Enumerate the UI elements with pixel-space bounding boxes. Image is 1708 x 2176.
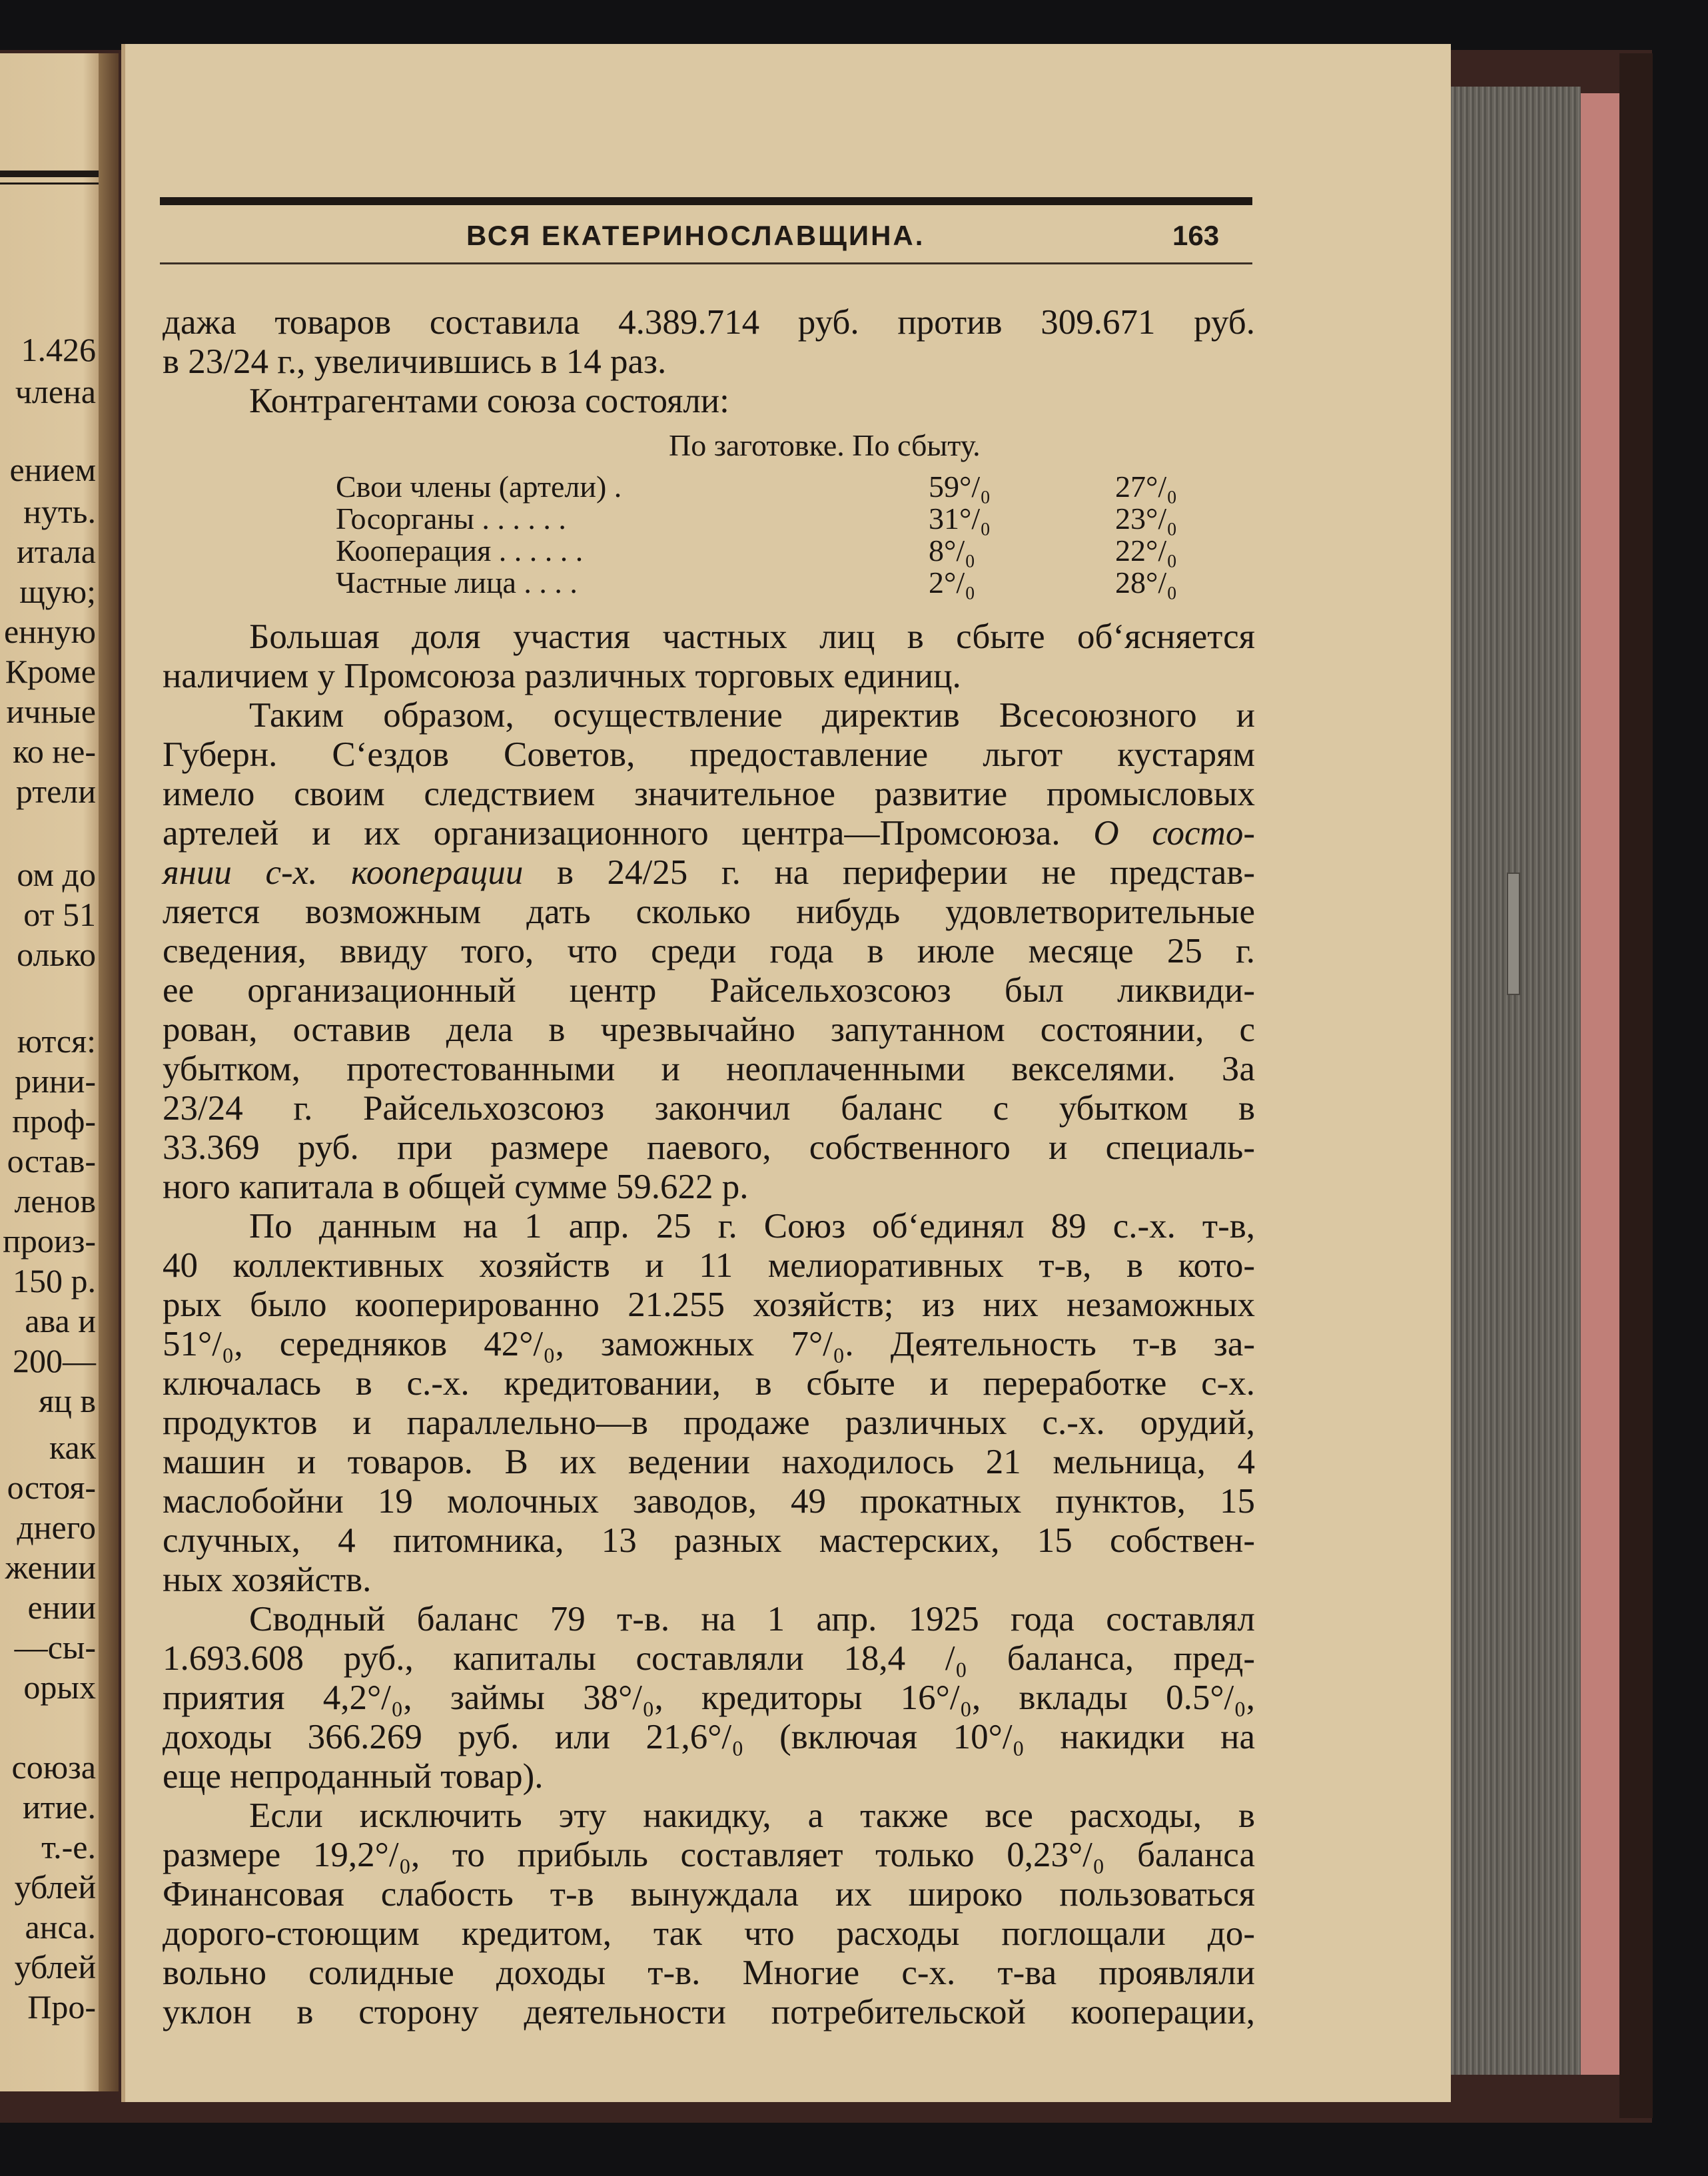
left-page-fragment-line: анса. <box>25 1908 96 1946</box>
text-line: ного капитала в общей сумме 59.622 р. <box>163 1168 749 1206</box>
left-page-fragment-line: Кроме <box>5 653 96 690</box>
left-page-fragment-line: от 51 <box>23 896 96 933</box>
left-page-fragment-line: проф- <box>12 1102 96 1140</box>
left-page-fragment-line: орых <box>23 1668 96 1706</box>
left-page-fragment-line: жении <box>5 1549 96 1586</box>
text-line: продуктов и параллельно—в продаже различных с.-х. орудий, <box>163 1403 1255 1442</box>
table-row <box>336 565 1202 597</box>
table-row <box>336 469 1202 504</box>
left-page-fragment-line: как <box>49 1429 96 1466</box>
left-page-fragment-line: ются: <box>17 1022 96 1060</box>
left-page-fragment-line: ко не- <box>13 733 96 770</box>
text-line: дорого-стоющим кредитом, так что расходы поглощали до- <box>163 1914 1255 1953</box>
text-line: приятия 4,2°/₀, займы 38°/₀, кредиторы 16°/₀, вклады 0.5°/₀, <box>163 1678 1255 1717</box>
left-page-fragment-line: произ- <box>3 1222 96 1260</box>
left-page-fragment-line: ублей <box>14 1948 96 1986</box>
book-cover-edge <box>1619 53 1653 2118</box>
text-line: еще непроданный товар). <box>163 1757 544 1796</box>
table-row <box>336 533 1202 565</box>
left-page-header-rule-thin <box>0 182 100 184</box>
text-line: 23/24 г. Райсельхозсоюз закончил баланс с убытком в <box>163 1089 1255 1128</box>
left-page-fragment-line: 200— <box>13 1342 96 1379</box>
row-label: Частные лица . . . . <box>336 565 578 599</box>
left-page-fragment-line: ичные <box>6 693 96 730</box>
row-label: Свои члены (артели) . <box>336 470 622 504</box>
text-line: Таким образом, осуществление директив Всесоюзного и <box>249 696 1255 735</box>
left-page-fragment-line: итала <box>17 533 96 570</box>
cell-zagotovka: 8°/₀ <box>929 534 976 567</box>
left-page-fragment-line: рини- <box>15 1062 96 1100</box>
book-edge-colored <box>1581 93 1619 2075</box>
text-line: ее организационный центр Райсельхозсоюз был ликвиди- <box>163 971 1255 1010</box>
left-page-fragment-line: остоя- <box>7 1469 96 1506</box>
text-line: в 23/24 г., увеличившись в 14 раз. <box>163 342 667 381</box>
left-page-fragment-line: ртели <box>15 773 96 810</box>
text-line: 33.369 руб. при размере паевого, собственного и специаль- <box>163 1128 1255 1167</box>
row-label: Госорганы . . . . . . <box>336 502 566 536</box>
text-line: 51°/₀, середняков 42°/₀, заможных 7°/₀. Деятельность т-в за- <box>163 1325 1255 1363</box>
left-page-fragment-line: ублей <box>14 1868 96 1906</box>
cell-sbyt: 22°/₀ <box>1115 534 1178 567</box>
text-line: уклон в сторону деятельности потребительской кооперации, <box>163 1993 1255 2031</box>
left-page-fragment-line: яц в <box>39 1382 96 1419</box>
page-number: 163 <box>1172 220 1220 251</box>
left-page-fragment-line: ением <box>9 451 96 488</box>
text-line: ляется возможным дать сколько нибудь удовлетворительные <box>163 893 1255 931</box>
header-rule-thin <box>160 262 1252 264</box>
text-line: дажа товаров составила 4.389.714 руб. против 309.671 руб. <box>163 303 1255 342</box>
text-line: Если исключить эту накидку, а также все расходы, в <box>249 1796 1255 1835</box>
page-edges <box>1451 87 1581 2075</box>
bookmark-clip <box>1507 873 1520 995</box>
left-page-fragment <box>0 53 119 2091</box>
text-line: наличием у Промсоюза различных торговых единиц. <box>163 657 961 695</box>
text-line: маслобойни 19 молочных заводов, 49 прокатных пунктов, 15 <box>163 1482 1255 1521</box>
table-row <box>336 501 1202 536</box>
text-line: ных хозяйств. <box>163 1561 372 1599</box>
left-page-fragment-line: олько <box>17 936 96 973</box>
cell-sbyt: 27°/₀ <box>1115 470 1178 504</box>
text-line: рых было кооперированно 21.255 хозяйств; из них незаможных <box>163 1285 1255 1324</box>
cell-sbyt: 28°/₀ <box>1115 565 1178 599</box>
text-line: По данным на 1 апр. 25 г. Союз об‘единял 89 с.-х. т-в, <box>249 1207 1255 1246</box>
text-line: ключалась в с.-х. кредитовании, в сбыте и переработке с-х. <box>163 1364 1255 1403</box>
text-line: Сводный баланс 79 т-в. на 1 апр. 1925 года составлял <box>249 1600 1255 1638</box>
text-line: янии с-х. кооперации в 24/25 г. на периферии не представ- <box>163 853 1255 892</box>
row-label: Кооперация . . . . . . <box>336 534 584 567</box>
paragraph-1 <box>163 303 1255 421</box>
text-line: 1.693.608 руб., капиталы составляли 18,4 /₀ баланса, пред- <box>163 1639 1255 1678</box>
body-text <box>163 617 1255 2032</box>
text-line: Большая доля участия частных лиц в сбыте об‘ясняется <box>249 617 1255 656</box>
left-page-fragment-line: —сы- <box>14 1629 96 1666</box>
left-page-gutter <box>99 53 119 2091</box>
text-line: Губерн. С‘ездов Советов, предоставление льгот кустарям <box>163 735 1255 774</box>
left-page-fragment-line: ении <box>27 1589 96 1626</box>
text-line: машин и товаров. В их ведении находилось 21 мельница, 4 <box>163 1443 1255 1481</box>
cell-sbyt: 23°/₀ <box>1115 502 1178 536</box>
left-page-fragment-line: Про- <box>27 1988 96 2025</box>
text-line: убытком, протестованными и неоплаченными векселями. За <box>163 1050 1255 1088</box>
left-page-fragment-line: остав- <box>7 1142 96 1180</box>
left-page-fragment-line: щую; <box>19 573 96 610</box>
text-line: сведения, ввиду того, что среди года в июле месяце 25 г. <box>163 932 1255 970</box>
left-page-fragment-line: нуть. <box>23 493 96 530</box>
text-line: имело своим следствием значительное развитие промысловых <box>163 775 1255 813</box>
text-line: 40 коллективных хозяйств и 11 мелиоративных т-в, в кото- <box>163 1246 1255 1285</box>
cell-zagotovka: 2°/₀ <box>929 565 976 599</box>
text-line: случных, 4 питомника, 13 разных мастерских, 15 собствен- <box>163 1521 1255 1560</box>
header-rule-thick <box>160 197 1252 205</box>
left-page-header-rule <box>0 171 100 177</box>
left-page-fragment-line: ом до <box>17 856 96 893</box>
text-line: доходы 366.269 руб. или 21,6°/₀ (включая 10°/₀ накидки на <box>163 1718 1255 1756</box>
table-header: По заготовке. По сбыту. <box>669 428 981 462</box>
left-page-fragment-line: т.-е. <box>41 1828 96 1866</box>
left-page-fragment-line: ава и <box>25 1302 96 1339</box>
cell-zagotovka: 59°/₀ <box>929 470 991 504</box>
left-page-fragment-line: 150 р. <box>13 1262 96 1299</box>
cell-zagotovka: 31°/₀ <box>929 502 991 536</box>
left-page-fragment-line: 1.426 <box>21 331 96 368</box>
left-page-fragment-line: днего <box>17 1509 96 1546</box>
text-line: размере 19,2°/₀, то прибыль составляет только 0,23°/₀ баланса <box>163 1836 1255 1874</box>
left-page-fragment-line: члена <box>15 373 96 410</box>
text-line: артелей и их организационного центра—Промсоюза. О состо- <box>163 814 1255 853</box>
text-line: рован, оставив дела в чрезвычайно запутанном состоянии, с <box>163 1010 1255 1049</box>
left-page-fragment-line: союза <box>11 1748 96 1786</box>
left-page-fragment-line: ленов <box>14 1182 96 1220</box>
text-line: Контрагентами союза состояли: <box>249 382 729 420</box>
text-line: вольно солидные доходы т-в. Многие с-х. т-ва проявляли <box>163 1954 1255 1992</box>
running-head: ВСЯ ЕКАТЕРИНОСЛАВЩИНА. <box>466 220 925 251</box>
left-page-fragment-line: енную <box>3 613 96 650</box>
text-line: Финансовая слабость т-в вынуждала их широко пользоваться <box>163 1875 1255 1914</box>
left-page-fragment-line: итие. <box>22 1788 96 1826</box>
